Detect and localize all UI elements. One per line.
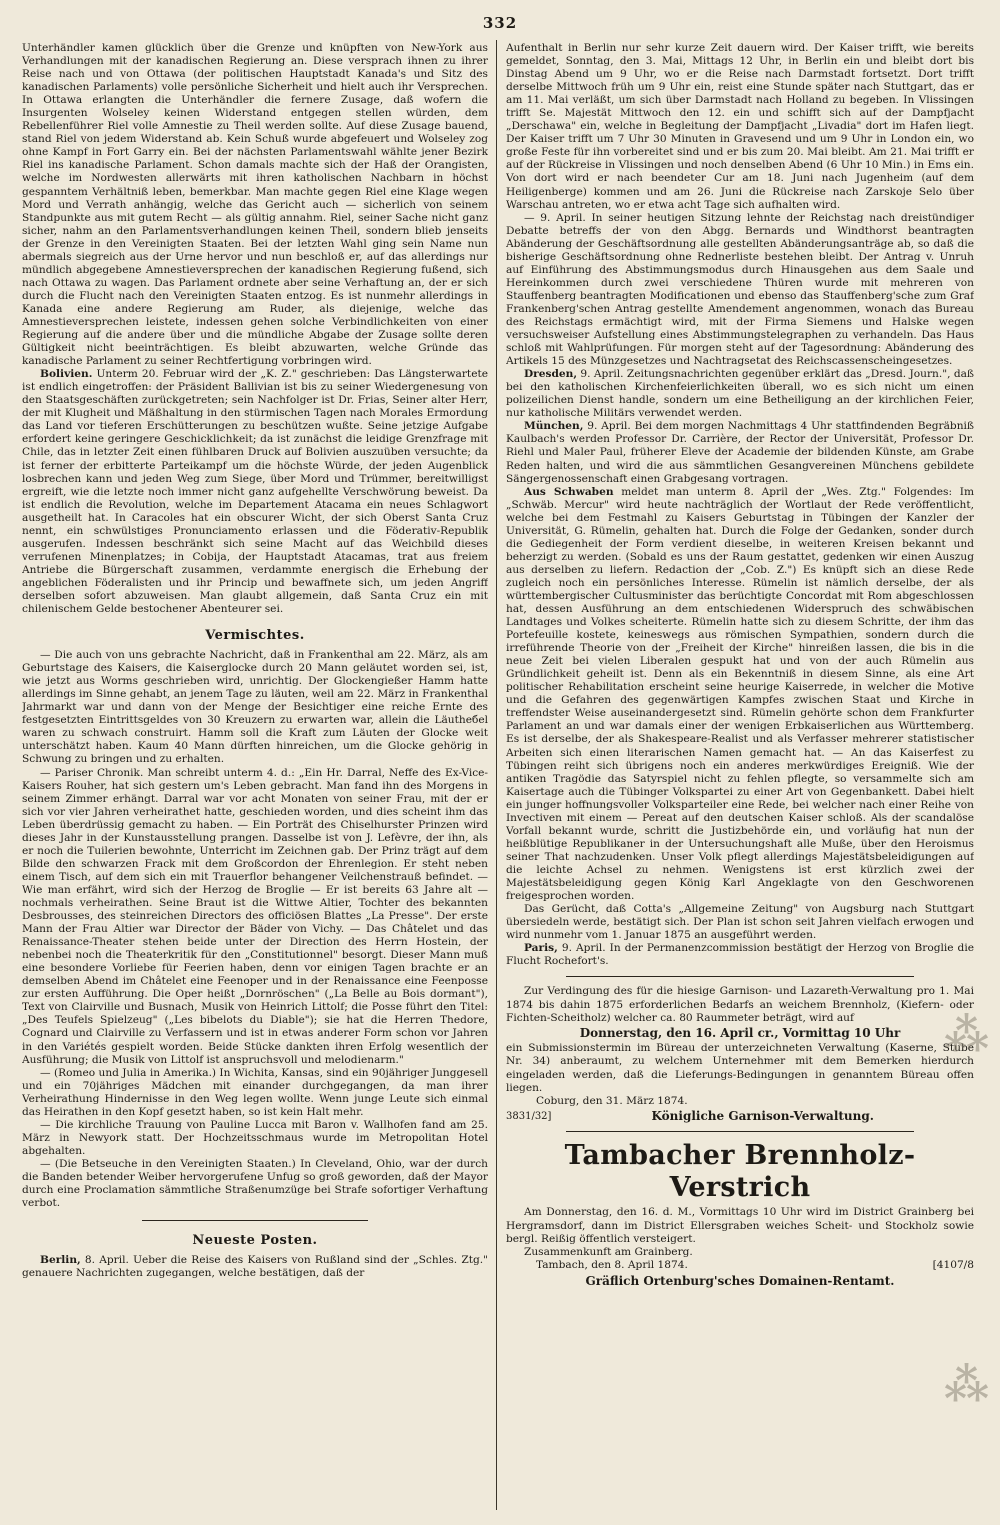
- dresden-article: [506, 368, 974, 420]
- dresden-text: 9. April. Zeitungsnachrichten gegenüber erklärt das „Dresd. Journ.", daß bei den katholischen Kirchenfeierlichkeiten überall, wo es sich nicht um einen polizeilichen Dienst handle, sondern um eine Betheiligung an der kirchlichen Feier, nur katholische Militärs verwendet werden.: [506, 368, 974, 420]
- kaiser-reise-article: Aufenthalt in Berlin nur sehr kurze Zeit dauern wird. Der Kaiser trifft, wie bereits gemeldet, Sonntag, den 3. Mai, Mittags 12 Uhr, in Berlin ein und bleibt dort bis Dinstag Abend um 9 Uhr, wo er die Reise nach Darmstadt fortsetzt. Dort trifft derselbe Mittwoch früh um 9 Uhr ein, reist eine Stunde später nach Stuttgart, das er am 11. Mai verläßt, um sich über Darmstadt nach Holland zu begeben. In Vlissingen trifft Se. Majestät Mittwoch den 12. ein und schifft sich auf der Dampfjacht „Derschawa" ein, welche in Begleitung der Dampfjacht „Livadia" dort im Hafen liegt. Der Kaiser trifft um 7 Uhr 30 Minuten in Gravesend und um 9 Uhr in London ein, wo große Feste für ihn vorbereitet sind und er bis zum 20. Mai bleibt. Am 21. Mai trifft er auf der Rückreise in Vlissingen und noch denselben Abend (6 Uhr 10 Min.) in Ems ein. Von dort wird er nach beendeter Cur am 18. Juni nach Jugenheim (auf dem Heiligenberge) kommen und am 26. Juni die Rückreise nach Zarskoje Selo über Warschau antreten, wo er etwa acht Tage sich aufhalten wird.: [506, 42, 974, 211]
- munchen-text: 9. April. Bei dem morgen Nachmittags 4 Uhr stattfindenden Begräbniß Kaulbach's werden Professor Dr. Carrière, der Rector der Universität, Professor Dr. Riehl und Maler Paul, früherer Eleve der Academie der bildenden Künste, am Grabe Reden halten, und wird die aus sämmtlichen Gesangvereinen Münchens gebildete Sängergenossenschaft einen Grabgesang vortragen.: [506, 420, 974, 485]
- margin-stamp-mark: ⁂: [944, 1010, 990, 1061]
- garrison-notice-signature: Königliche Garnison-Verwaltung.: [651, 1109, 874, 1124]
- brennholz-signature: Gräflich Ortenburg'sches Domainen-Rentamt.: [585, 1274, 895, 1289]
- vermischtes-item: — (Romeo und Julia in Amerika.) In Wichita, Kansas, sind ein 90jähriger Junggesell und ein 70jähriges Mädchen mit einander durchgegangen, da man ihrer Verheirathung Hindernisse in den Weg legen wollte. Wenn junge Leute sich einmal das Heirathen in den Kopf gesetzt haben, so ist kein Halt mehr.: [22, 1066, 488, 1118]
- bolivia-text: Unterm 20. Februar wird der „K. Z." geschrieben: Das Längsterwartete ist endlich eingetroffen: der Präsident Ballivian ist bis zu seiner Wiedergenesung von den Staatsgeschäften zurückgetreten; sein Nachfolger ist Dr. Frias, Seiner alter Herr, der mit Klugheit und Mäßhaltung in den stürmischen Tagen nach Morales Ermordung das Land vor tieferen Erschütterungen zu beschützen wußte. Seine jetzige Aufgabe erfordert keine geringere Geschicklichkeit; da ist zunächst die leidige Grenzfrage mit Chile, das in letzter Zeit einen fühlbaren Druck auf Bolivien auszuüben versuchte; da ist ferner der erbitterte Parteikampf um die höchste Würde, der jeden Augenblick losbrechen kann und jeden Weg zum Siege, über Mord und Trümmer, bereitwilligst ergreift, wie die letzte noch immer nicht ganz aufgehellte Verschwörung beweist. Da ist endlich die Revolution, welche im Departement Atacama ein neues Schlagwort ausgetheilt hat. In Caracoles hat ein obscurer Wicht, der sich Oberst Santa Cruz nennt, ein schwülstiges Pronunciamento erlassen und die Föderativ-Republik ausgerufen. Indessen beschränkt sich seine Macht auf das Weichbild dieses verrufenen Minenplatzes; in Cobija, der Hauptstadt Atacamas, trat aus freiem Antriebe die Bürgerschaft zusammen, verdammte energisch die Erhebung der angeblichen Föderalisten und ihr Princip und bewaffnete sich, um jeden Angriff derselben sofort abzuweisen. Man glaubt allgemein, daß Santa Cruz ein mit chilenischem Gelde bestochener Abenteurer sei.: [22, 368, 488, 616]
- posten-text: 8. April. Ueber die Reise des Kaisers von Rußland sind der „Schles. Ztg." genauere Nachrichten zugegangen, welche bestätigen, daß der: [22, 1254, 488, 1280]
- brennholz-text: Am Donnerstag, den 16. d. M., Vormittags 10 Uhr wird im District Grainberg bei Hergramsdorf, dann im District Ellersgraben weiches Scheit- und Stockholz sowie bergl. Reißig öffentlich versteigert.: [506, 1206, 974, 1245]
- brennholz-notice: [506, 1140, 974, 1288]
- paris-article: [506, 942, 974, 968]
- canada-riel-article: Unterhändler kamen glücklich über die Grenze und knüpften von New-York aus Verhandlungen mit der kanadischen Regierung an. Diese versprach ihnen zu ihrer Reise nach und von Ottawa (der politischen Hauptstadt Kanada's und Sitz des kanadischen Parlaments) volle persönliche Sicherheit und hielt auch ihr Versprechen. In Ottawa erlangten die Unterhändler die fernere Zusage, daß wofern die Insurgenten Wolseley keinen Widerstand entgegen stellen würden, dem Rebellenführer Riel volle Amnestie zu Theil werden sollte. Auf diese Zusage bauend, stand Riel von jedem Widerstand ab. Kein Schuß wurde abgefeuert und Wolseley zog ohne Kampf in Fort Garry ein. Bei der nächsten Parlamentswahl wählte jener Bezirk Riel ins kanadische Parlament. Schon damals machte sich der Haß der Orangisten, welche im Nordwesten allerwärts mit ihren katholischen Nachbarn in höchst gespanntem Verhältniß leben, bemerkbar. Man machte gegen Riel eine Klage wegen Mord und Verrath anhängig, welche das Gericht auch — sicherlich von seinem Standpunkte aus mit gutem Recht — als gültig annahm. Riel, seiner Sache nicht ganz sicher, nahm an den Parlamentsverhandlungen keinen Theil, sondern blieb jenseits der Grenze in den Vereinigten Staaten. Bei der letzten Wahl ging sein Name nun abermals siegreich aus der Urne hervor und nun beschloß er, auf das allerdings nur mündlich abgegebene Amnestieversprechen der kanadischen Regierung fußend, sich nach Ottawa zu wagen. Das Parlament ordnete aber seine Verhaftung an, der er sich durch die Flucht nach den Vereinigten Staaten entzog. Es ist nunmehr allerdings in Kanada eine andere Regierung am Ruder, als diejenige, welche das Amnestieversprechen leistete, indessen gehen solche Verbindlichkeiten von einer Regierung auf die andere über und die mündliche Abgabe der Zusage sollte deren Gültigkeit nicht beeinträchtigen. Es bleibt abzuwarten, welche Gründe das kanadische Parlament zu seiner Rechtfertigung vorbringen wird.: [22, 42, 488, 368]
- vermischtes-item: — (Die Betseuche in den Vereinigten Staaten.) In Cleveland, Ohio, war der durch die Banden betender Weiber hervorgerufene Unfug so groß geworden, daß der Mayor durch eine Proclamation sämmtliche Straßenumzüge bei Strafe sofortiger Verhaftung verbot.: [22, 1157, 488, 1210]
- notice-rule: [566, 1131, 914, 1132]
- brennholz-place-line: [506, 1259, 974, 1272]
- left-column: [22, 42, 488, 1512]
- munchen-article: [506, 420, 974, 485]
- brennholz-meeting: Zusammenkunft am Grainberg.: [524, 1245, 693, 1258]
- posten-article: [22, 1254, 488, 1280]
- right-column: [506, 42, 974, 1512]
- schwaben-lead: Aus Schwaben: [524, 485, 614, 498]
- dresden-lead: Dresden,: [524, 368, 578, 381]
- vermischtes-item: — Pariser Chronik. Man schreibt unterm 4. d.: „Ein Hr. Darral, Neffe des Ex-Vice-Kaisers Rouher, hat sich gestern um's Leben gebracht. Man fand ihn des Morgens in seinem Zimmer erhängt. Darral war vor acht Monaten von seiner Frau, mit der er sich vor vier Jahren verheirathet hatte, geschieden worden, und dies scheint ihm das Leben überdrüssig gemacht zu haben. — Ein Porträt des Chiselhurster Prinzen wird dieses Jahr in der Kunstausstellung prangen. Dasselbe ist von J. Lefèvre, der ihn, als er noch die Tuilerien bewohnte, Unterricht im Zeichnen gab. Der Prinz trägt auf dem Bilde den schwarzen Frack mit dem Großcordon der Ehrenlegion. Er steht neben einem Tisch, auf dem sich ein mit Trauerflor behangener Veilchenstrauß befindet. — Wie man erfährt, wird sich der Herzog de Broglie — Er ist bereits 63 Jahre alt — nochmals verheirathen. Seine Braut ist die Wittwe Altier, Tochter des bekannten Desbrousses, des steinreichen Directors des officiösen Blattes „La Presse". Der erste Mann der Frau Altier war Director der Bäder von Vichy. — Das Châtelet und das Renaissance-Theater stehen beide unter der Direction des Herrn Hostein, der nebenbei noch die Theaterkritik für den „Constitutionnel" besorgt. Dieser Mann muß eine besondere Vorliebe für Feerien haben, denn vor einigen Tagen brachte er an demselben Abend im Châtelet eine Feenoper und in der Renaissance eine Feenposse zur ersten Aufführung. Die Oper heißt „Dornröschen" („La Belle au Bois dormant"), Text von Clairville und Busnach, Musik von Heinrich Littolf; die Posse führt den Titel: „Des Teufels Spielzeug" („Les bibelots du Diable"); sie hat die Herren Thedore, Cognard und Clairville zu Verfassern und ist in etwas anderer Form schon vor Jahren in den Variétés gespielt worden. Beide Stücke dankten ihren Erfolg wesentlich der Ausführung; die Musik von Littolf ist anspruchsvoll und melodienarm.": [22, 766, 488, 1066]
- section-title-posten: Neueste Posten.: [192, 1233, 318, 1249]
- garrison-notice: [506, 985, 974, 1123]
- paris-lead: Paris,: [524, 942, 558, 955]
- garrison-notice-date: Donnerstag, den 16. April cr., Vormittag 10 Uhr: [579, 1025, 901, 1040]
- vermischtes-item: — Die auch von uns gebrachte Nachricht, daß in Frankenthal am 22. März, als am Geburtstage des Kaisers, die Kaiserglocke durch 20 Mann geläutet worden sei, ist, wie jetzt aus Worms geschrieben wird, unrichtig. Der Glockengießer Hamm hatte allerdings im Sinne gehabt, an jenem Tage zu läuten, weil am 22. März in Frankenthal Jahrmarkt war und dann von der Menge der Besichtiger eine reiche Ernte des festgesetzten Eintrittsgeldes von 30 Kreuzern zu erwarten war, allein die Läutheбel waren zu schwach construirt. Hamm soll die Kraft zum Läuten der Glocke weit unterschätzt haben. Kaum 40 Mann dürften hinreichen, um die Glocke gehörig in Schwung zu bringen und zu erhalten.: [22, 649, 488, 766]
- garrison-notice-signature-line: [506, 1110, 974, 1123]
- column-divider: [496, 40, 497, 1510]
- brennholz-headline: Tambacher Brennholz-Verstrich: [564, 1140, 916, 1204]
- vermischtes-item: — Die kirchliche Trauung von Pauline Lucca mit Baron v. Wallhofen fand am 25. März in Newyork statt. Der Hochzeitsschmaus wurde im Metropolitan Hotel abgehalten.: [22, 1118, 488, 1157]
- schwaben-text: meldet man unterm 8. April der „Wes. Ztg." Folgendes: Im „Schwäb. Mercur" wird heute nachträglich der Wortlaut der Rede veröffentlicht, welche bei dem Festmahl zu Kaisers Geburtstag in Tübingen der Kanzler der Universität, G. Rümelin, gehalten hat. Durch die Folge der Gedanken, sonder durch die Gediegenheit der Form verdient dieselbe, in weiteren Kreisen bekannt und beherzigt zu werden. (Sobald es uns der Raum gestattet, gedenken wir einen Auszug aus derselben zu liefern. Redaction der „Cob. Z.") Es knüpft sich an diese Rede zugleich noch ein persönliches Interesse. Rümelin ist nämlich derselbe, der als württembergischer Cultusminister das berüchtigte Concordat mit Rom abgeschlossen hat, dessen Ausführung an dem entschiedenen Widerspruch des schwäbischen Landtages und Volkes scheiterte. Rümelin hatte sich zu diesem Schritte, der ihm das Portefeuille kostete, keineswegs aus römischen Sympathien, sondern durch die irreführende Theorie von der „Freiheit der Kirche" hinreißen lassen, die bis in die neue Zeit bei vielen Liberalen gespukt hat und von der auch Rümelin aus Gründlichkeit geheilt ist. Denn als ein Bekenntniß in diesem Sinne, als eine Art politischer Rehabilitation erscheint seine heurige Kaiserrede, in welcher die Motive und die Gefahren des gegenwärtigen Kampfes zwischen Staat und Kirche in treffendster Weise auseinandergesetzt sind. Rümelin gehörte schon dem Frankfurter Parlament an und war damals einer der wenigen Erbkaiserlichen aus Württemberg. Es ist derselbe, der als Shakespeare-Realist und als Verfasser mehrerer statistischer Arbeiten sich einen literarischen Namen gemacht hat. — An das Kaiserfest zu Tübingen reiht sich übrigens noch ein anderes merkwürdiges Ereigniß. Wie der antiken Tragödie das Satyrspiel nicht zu fehlen pflegte, so versammelte sich am Kaisertage auch die Tübinger Volkspartei zu einer Art von Gegenbankett. Dabei hielt ein junger hoffnungsvoller Volksparteiler eine Rede, bei welcher nach einer Reihe von Invectiven mit einem — Pereat auf den deutschen Kaiser schloß. Als der scandalöse Vorfall bekannt wurde, schritt die Justizbehörde ein, und vorläufig hat nun der heißblütige Republikaner in der Untersuchungshaft alle Muße, über den Heroismus seiner That nachzudenken. Unser Volk pflegt allerdings Majestätsbeleidigungen auf die leichte Achsel zu nehmen. Wenigstens ist erst kürzlich zwei der Majestätsbeleidigung gegen König Karl Angeklagte von den Geschworenen freigesprochen worden.: [506, 485, 974, 903]
- section-title-vermischtes: Vermischtes.: [205, 628, 305, 644]
- bolivia-lead: Bolivien.: [40, 368, 93, 381]
- reichstag-article: — 9. April. In seiner heutigen Sitzung lehnte der Reichstag nach dreistündiger Debatte betreffs der von den Abgg. Bernards und Windthorst beantragten Abänderung der Geschäftsordnung alle gestellten Abänderungsanträge ab, so daß die bisherige Geschäftsordnung ohne Rednerliste bestehen bleibt. Der Antrag v. Unruh auf Einführung des Abstimmungsmodus durch Hinausgehen aus dem Saale und Hereinkommen durch zwei verschiedene Thüren wurde mit mehreren von Stauffenberg beantragten Modificationen und ebenso das Stauffenberg'sche zum Graf Frankenberg'schen Antrag gestellte Amendement angenommen, wonach das Bureau des Reichstags ermächtigt wird, mit der Firma Siemens und Halske wegen versuchsweiser Aufstellung eines Abstimmungstelegraphen zu verhandeln. Das Haus schloß mit Wahlprüfungen. Für morgen steht auf der Tagesordnung: Abänderung des Artikels 15 des Münzgesetzes und Nachtragsetat des Reichscassenscheingesetzes.: [506, 211, 974, 368]
- bolivia-article: [22, 368, 488, 616]
- posten-lead: Berlin,: [40, 1254, 81, 1267]
- brennholz-place-date: Tambach, den 8. April 1874.: [536, 1259, 688, 1272]
- garrison-notice-text: Zur Verdingung des für die hiesige Garnison- und Lazareth-Verwaltung pro 1. Mai 1874 bis dahin 1875 erforderlichen Bedarfs an weichem Brennholz, (Kiefern- oder Fichten-Scheitholz) welcher ca. 80 Raummeter beträgt, wird auf: [506, 985, 974, 1024]
- section-rule: [142, 1220, 368, 1221]
- paris-text: 9. April. In der Permanenzcommission bestätigt der Herzog von Broglie die Flucht Rochefort's.: [506, 942, 974, 968]
- schwaben-article: [506, 486, 974, 904]
- notice-rule: [566, 976, 914, 977]
- cotta-article: Das Gerücht, daß Cotta's „Allgemeine Zeitung" von Augsburg nach Stuttgart übersiedeln werde, bestätigt sich. Der Plan ist schon seit Jahren vielfach erwogen und wird nunmehr vom 1. Januar 1875 an ausgeführt werden.: [506, 903, 974, 942]
- munchen-lead: München,: [524, 420, 584, 433]
- brennholz-ref: [4107/8: [932, 1259, 974, 1272]
- page-number: 332: [482, 14, 518, 32]
- garrison-notice-text2: ein Submissionstermin im Büreau der unterzeichneten Verwaltung (Kaserne, Stube Nr. 34) anberaumt, zu welchem Unternehmer mit dem Bemerken hierdurch eingeladen werden, daß die Lieferungs-Bedingungen in genanntem Büreau offen liegen.: [506, 1042, 974, 1094]
- margin-stamp-mark: ⁂: [944, 1360, 990, 1411]
- garrison-notice-ref: 3831/32]: [506, 1111, 552, 1123]
- garrison-notice-place-date: Coburg, den 31. März 1874.: [536, 1094, 688, 1107]
